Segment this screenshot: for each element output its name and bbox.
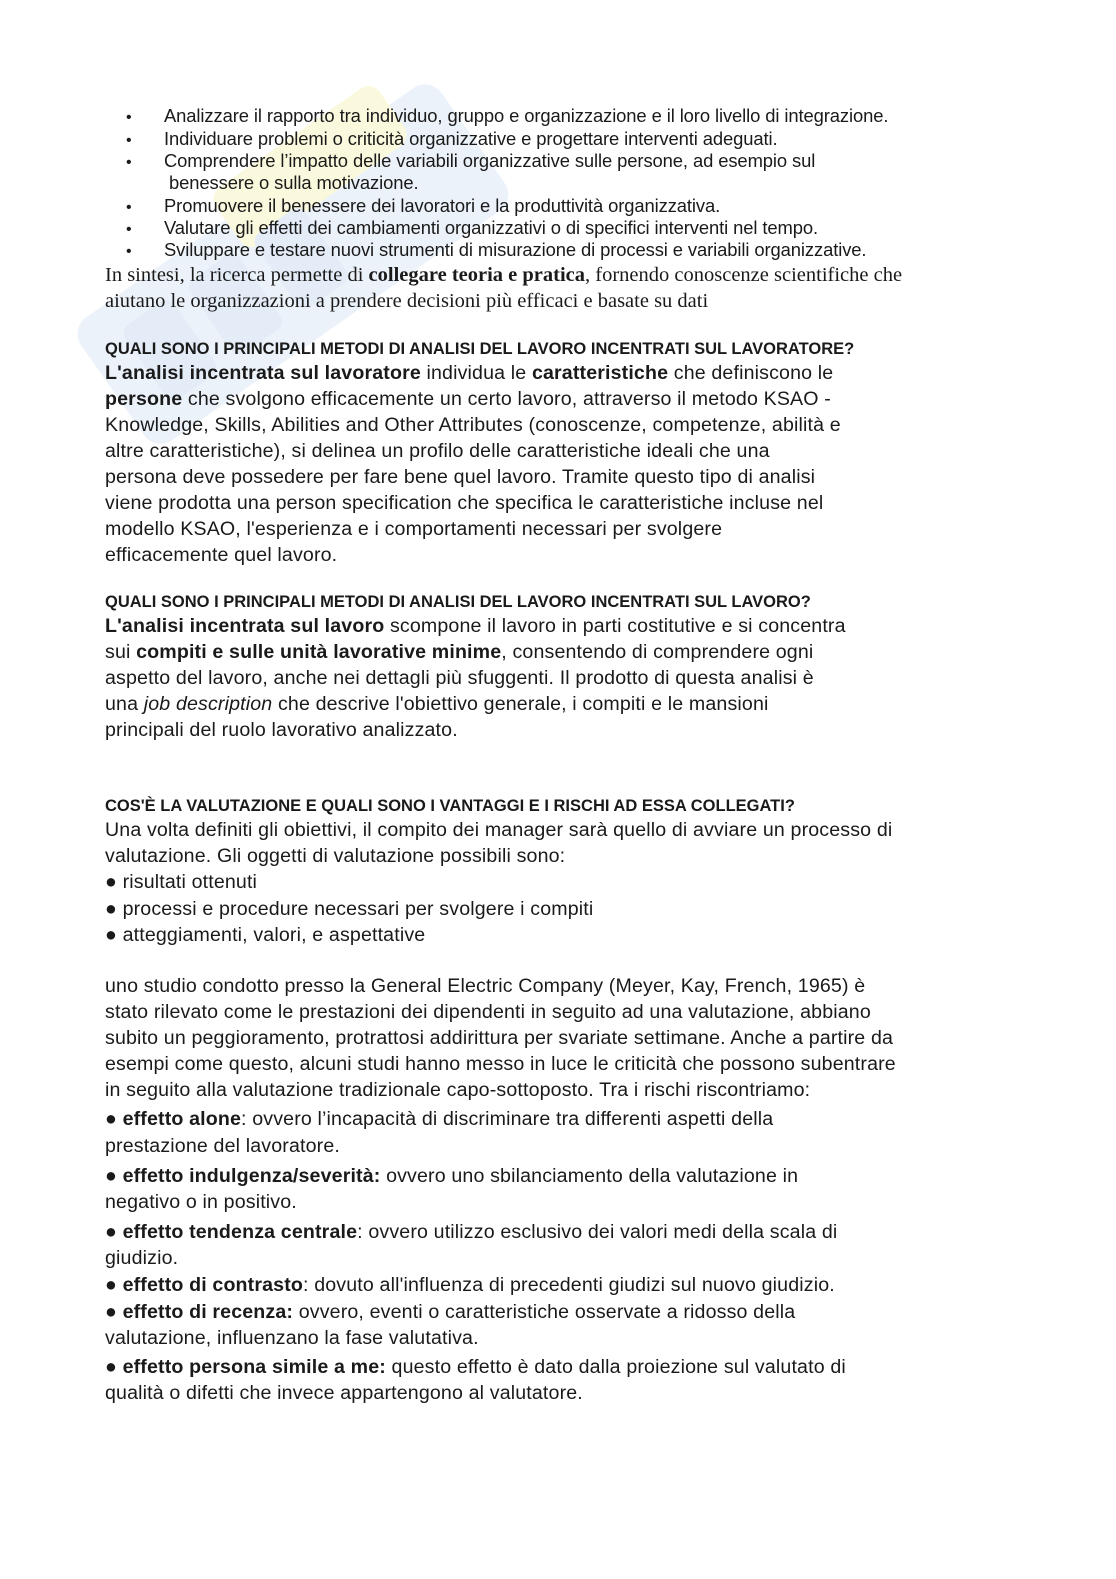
section-heading: QUALI SONO I PRINCIPALI METODI DI ANALISI DEL LAVORO INCENTRATI SUL LAVORATORE? xyxy=(105,340,855,358)
text: valutazione. Gli oggetti di valutazione possibili sono: xyxy=(105,845,566,867)
section-heading: QUALI SONO I PRINCIPALI METODI DI ANALISI DEL LAVORO INCENTRATI SUL LAVORO? xyxy=(105,593,811,611)
list-item-text: Individuare problemi o criticità organizzative e progettare interventi adeguati. xyxy=(164,128,778,149)
text: : ovvero l’incapacità di discriminare tra differenti aspetti della xyxy=(241,1108,774,1130)
emphasis: L'analisi incentrata sul lavoratore xyxy=(105,362,421,384)
emphasis: persone xyxy=(105,388,183,410)
text: : ovvero utilizzo esclusivo dei valori medi della scala di xyxy=(357,1221,838,1243)
text: giudizio. xyxy=(105,1247,179,1269)
text: stato rilevato come le prestazioni dei dipendenti in seguito ad una valutazione, abbiano xyxy=(105,1001,871,1023)
text: ovvero uno sbilanciamento della valutazione in xyxy=(380,1165,799,1187)
risk-item xyxy=(105,1355,846,1379)
list-item: ● risultati ottenuti xyxy=(105,871,258,893)
risk-term: ● effetto indulgenza/severità: xyxy=(105,1165,381,1187)
risk-term: ● effetto di recenza: xyxy=(105,1301,294,1323)
risk-item xyxy=(105,1300,795,1324)
emphasis: caratteristiche xyxy=(531,362,669,384)
list-item-text: Promuovere il benessere dei lavoratori e la produttività organizzativa. xyxy=(164,195,721,216)
risk-term: ● effetto di contrasto xyxy=(105,1274,304,1296)
text: altre caratteristiche), si delinea un profilo delle caratteristiche ideali che una xyxy=(105,440,770,462)
text: che definiscono le xyxy=(668,362,834,384)
text: viene prodotta una person specification che specifica le caratteristiche incluse nel xyxy=(105,492,824,514)
emphasis: collegare teoria e pratica xyxy=(368,264,586,286)
bullet-icon: • xyxy=(126,243,132,260)
bullet-icon: • xyxy=(126,199,132,216)
risk-item xyxy=(105,1107,773,1131)
text: : dovuto all'influenza di precedenti giudizi sul nuovo giudizio. xyxy=(303,1274,835,1296)
text: , fornendo conoscenze scientifiche che xyxy=(585,264,903,286)
text: negativo o in positivo. xyxy=(105,1191,297,1213)
section-heading: COS'È LA VALUTAZIONE E QUALI SONO I VANTAGGI E I RISCHI AD ESSA COLLEGATI? xyxy=(105,797,795,815)
risk-term: ● effetto tendenza centrale xyxy=(105,1221,358,1243)
text: Una volta definiti gli obiettivi, il compito dei manager sarà quello di avviare un processo di xyxy=(105,819,893,841)
list-item xyxy=(126,105,888,128)
list-item xyxy=(126,128,778,151)
text: principali del ruolo lavorativo analizzato. xyxy=(105,719,458,741)
text: aspetto del lavoro, anche nei dettagli più sfuggenti. Il prodotto di questa analisi è xyxy=(105,667,814,689)
bullet-icon: • xyxy=(126,109,132,126)
text: scompone il lavoro in parti costitutive e si concentra xyxy=(384,615,846,637)
list-item-text: Sviluppare e testare nuovi strumenti di misurazione di processi e variabili organizzative. xyxy=(164,239,867,260)
emphasis: compiti e sulle unità lavorative minime xyxy=(136,641,502,663)
text: che descrive l'obiettivo generale, i compiti e le mansioni xyxy=(272,693,769,715)
text: aiutano le organizzazioni a prendere decisioni più efficaci e basate su dati xyxy=(105,290,709,312)
bullet-icon: • xyxy=(126,154,132,171)
text: individua le xyxy=(420,362,532,384)
text: che svolgono efficacemente un certo lavoro, attraverso il metodo KSAO - xyxy=(182,388,831,410)
risk-item xyxy=(105,1273,835,1297)
bullet-icon: • xyxy=(126,132,132,149)
text: sui xyxy=(105,641,137,663)
list-item-text: benessere o sulla motivazione. xyxy=(169,172,419,193)
bullet-icon: • xyxy=(126,221,132,238)
emphasis: job description xyxy=(143,693,273,715)
list-item xyxy=(126,150,815,173)
risk-term: ● effetto alone xyxy=(105,1108,242,1130)
text: esempi come questo, alcuni studi hanno messo in luce le criticità che possono subentrare xyxy=(105,1053,896,1075)
text: Knowledge, Skills, Abilities and Other Attributes (conoscenze, competenze, abilità e xyxy=(105,414,841,436)
list-item xyxy=(126,239,866,262)
text: In sintesi, la ricerca permette di xyxy=(105,264,369,286)
list-item-text: Valutare gli effetti dei cambiamenti organizzativi o di specifici interventi nel tempo. xyxy=(164,217,819,238)
list-item: ● processi e procedure necessari per svolgere i compiti xyxy=(105,898,594,920)
risk-term: ● effetto persona simile a me: xyxy=(105,1356,386,1378)
list-item xyxy=(126,217,818,240)
emphasis: L'analisi incentrata sul lavoro xyxy=(105,615,385,637)
text: una xyxy=(105,693,144,715)
text: persona deve possedere per fare bene quel lavoro. Tramite questo tipo di analisi xyxy=(105,466,816,488)
text: efficacemente quel lavoro. xyxy=(105,544,338,566)
risk-item xyxy=(105,1220,837,1244)
text: qualità o difetti che invece appartengono al valutatore. xyxy=(105,1382,583,1404)
text: uno studio condotto presso la General Electric Company (Meyer, Kay, French, 1965) è xyxy=(105,975,866,997)
text: , consentendo di comprendere ogni xyxy=(501,641,814,663)
list-item-text: Analizzare il rapporto tra individuo, gruppo e organizzazione e il loro livello di integrazione. xyxy=(164,105,889,126)
text: subito un peggioramento, protrattosi addirittura per svariate settimane. Anche a partire da xyxy=(105,1027,894,1049)
risk-item xyxy=(105,1164,798,1188)
text: modello KSAO, l'esperienza e i comportamenti necessari per svolgere xyxy=(105,518,723,540)
text: in seguito alla valutazione tradizionale capo-sottoposto. Tra i rischi riscontriamo: xyxy=(105,1079,811,1101)
text: prestazione del lavoratore. xyxy=(105,1135,340,1157)
text: questo effetto è dato dalla proiezione sul valutato di xyxy=(385,1356,846,1378)
list-item: ● atteggiamenti, valori, e aspettative xyxy=(105,924,426,946)
text: valutazione, influenzano la fase valutativa. xyxy=(105,1327,479,1349)
text: ovvero, eventi o caratteristiche osservate a ridosso della xyxy=(293,1301,796,1323)
list-item xyxy=(126,195,720,218)
list-item-text: Comprendere l’impatto delle variabili organizzative sulle persone, ad esempio sul xyxy=(164,150,816,171)
